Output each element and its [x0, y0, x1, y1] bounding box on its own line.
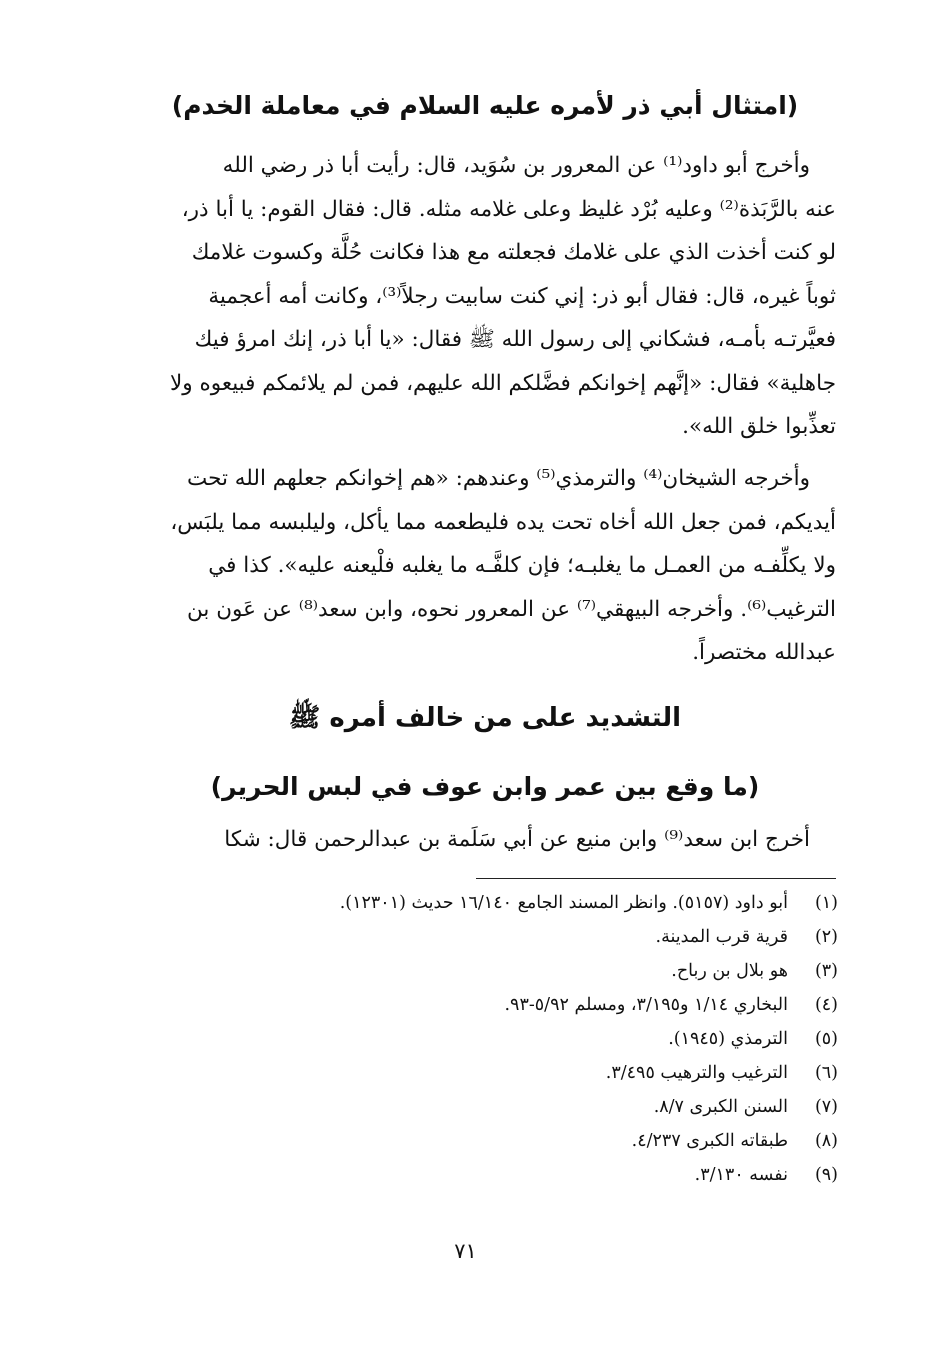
footnote-text: أبو داود (٥١٥٧). وانظر المسند الجامع ١٦/١٤٠ حديث (١٢٣٠١). — [339, 893, 788, 913]
footnote-number: (٧) — [814, 1097, 838, 1117]
footnote-text: نفسه ٣/١٣٠. — [694, 1165, 788, 1185]
text-line: ولا يكلِّفـه من العمـل ما يغلبـه؛ فإن كلفَّـه ما يغلبه فلْيعنه عليه». كذا في — [208, 553, 836, 578]
footnote-number: (٤) — [814, 995, 838, 1015]
text-line: أخرج ابن سعد⁽⁹⁾ وابن منيع عن أبي سَلَمة بن عبدالرحمن قال: شكا — [224, 827, 810, 852]
text-line: عنه بالرَّبَذة⁽²⁾ وعليه بُرْد غليظ وعلى غلامه مثله. قال: فقال القوم: يا أبا ذر، — [181, 196, 836, 222]
footnote-item — [198, 1022, 838, 1056]
footnote-text: البخاري ١/١٤ و٣/١٩٥، ومسلم ٥/٩٢-٩٣. — [504, 995, 788, 1015]
footnote-item — [198, 1056, 838, 1090]
text-line: تعذِّبوا خلق الله». — [682, 414, 836, 439]
text-line: ثوباً غيره، قال: فقال أبو ذر: إني كنت سابيت رجلاً⁽³⁾، وكانت أمه أعجمية — [208, 283, 836, 309]
footnote-item — [198, 1090, 838, 1124]
footnote-number: (٩) — [814, 1165, 838, 1185]
footnote-number: (٨) — [814, 1131, 838, 1151]
text-line: فعيَّرتـه بأمـه، فشكاني إلى رسول الله ﷺ فقال: «يا أبا ذر، إنك امرؤ فيك — [194, 327, 836, 352]
footnote-text: قرية قرب المدينة. — [655, 927, 788, 947]
footnote-number: (١) — [814, 893, 838, 913]
paragraph-abu-dawud — [134, 144, 836, 449]
footnote-number: (٢) — [814, 927, 838, 947]
text-line: عبدالله مختصراً. — [692, 640, 836, 665]
footnote-item — [198, 954, 838, 988]
paragraph-text — [134, 457, 836, 675]
footnote-separator — [476, 878, 836, 879]
page-number: ٧١ — [454, 1239, 477, 1263]
footnote-number: (٣) — [814, 961, 838, 981]
footnote-number: (٦) — [814, 1063, 838, 1083]
footnote-item — [198, 920, 838, 954]
footnote-text: الترغيب والترهيب ٣/٤٩٥. — [605, 1063, 788, 1083]
text-line: أيديكم، فمن جعل الله أخاه تحت يده فليطعمه مما يأكل، وليلبسه مما يلبَس، — [170, 509, 836, 535]
section-subtitle-silk: (ما وقع بين عمر وابن عوف في لبس الحرير) — [210, 772, 760, 801]
paragraph-ibn-saad — [134, 818, 836, 862]
paragraph-shaykhan — [134, 457, 836, 675]
text-line: وأخرجه الشيخان⁽⁴⁾ والترمذي⁽⁵⁾ وعندهم: «هم إخوانكم جعلهم الله تحت — [186, 466, 810, 491]
text-line: لو كنت أخذت الذي على غلامك فجعلته مع هذا فكانت حُلَّة وكسوت غلامك — [191, 240, 836, 265]
footnote-number: (٥) — [814, 1029, 838, 1049]
footnotes-list — [198, 886, 838, 1192]
footnote-text: السنن الكبرى ٨/٧. — [653, 1097, 788, 1117]
section-title-abu-dharr: (امتثال أبي ذر لأمره عليه السلام في معاملة الخدم) — [171, 91, 799, 120]
footnote-text: الترمذي (١٩٤٥). — [668, 1029, 788, 1049]
footnote-text: هو بلال بن رباح. — [671, 961, 788, 981]
text-line: الترغيب⁽⁶⁾. وأخرجه البيهقي⁽⁷⁾ عن المعرور نحوه، وابن سعد⁽⁸⁾ عن عَون بن — [187, 596, 836, 622]
text-line: جاهلية» فقال: «إنَّهم إخوانكم فضَّلكم الله عليهم، فمن لم يلائمكم فبيعوه ولا — [169, 370, 836, 396]
footnote-item — [198, 988, 838, 1022]
footnote-text: طبقاته الكبرى ٤/٢٣٧. — [631, 1131, 788, 1151]
footnote-item — [198, 1158, 838, 1192]
paragraph-text — [134, 818, 836, 862]
text-line: وأخرج أبو داود⁽¹⁾ عن المعرور بن سُوَيد، قال: رأيت أبا ذر رضي الله — [222, 153, 810, 178]
footnote-item — [198, 1124, 838, 1158]
paragraph-text — [134, 144, 836, 449]
footnote-item — [198, 886, 838, 920]
section-title-warning: التشديد على من خالف أمره ﷺ — [288, 703, 682, 733]
